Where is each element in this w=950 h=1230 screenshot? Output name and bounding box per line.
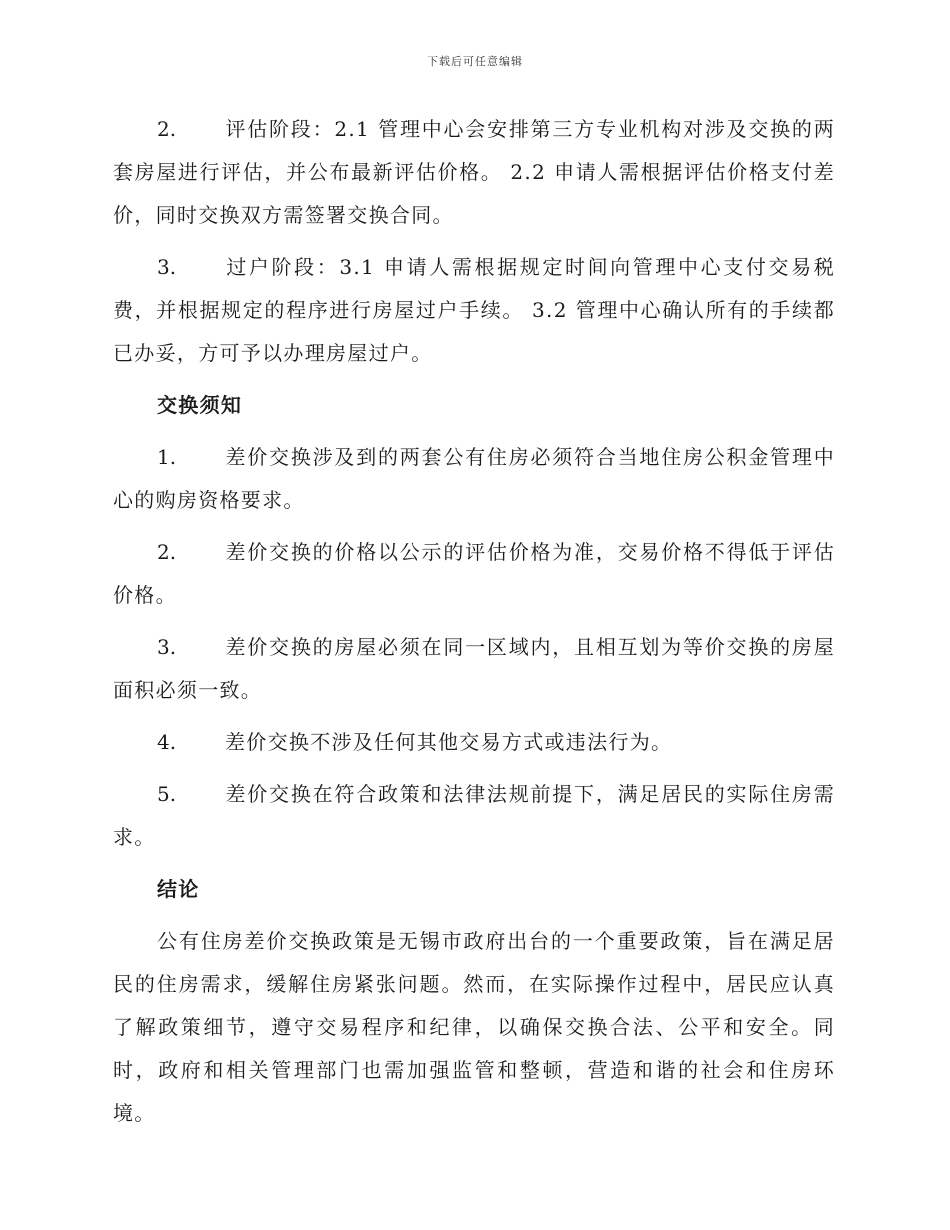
item-number: 2. <box>157 540 177 564</box>
item-number: 3. <box>157 255 177 279</box>
item-number: 3. <box>157 635 177 659</box>
item-number: 1. <box>157 445 177 469</box>
notice-item-3 <box>113 626 835 712</box>
item-text: 评估阶段：2.1 管理中心会安排第三方专业机构对涉及交换的两套房屋进行评估，并公布最新评估价格。 2.2 申请人需根据评估价格支付差价，同时交换双方需签署交换合同。 <box>113 117 835 227</box>
item-number: 5. <box>157 782 177 806</box>
item-text: 差价交换在符合政策和法律法规前提下，满足居民的实际住房需求。 <box>113 782 835 849</box>
item-number: 2. <box>157 117 177 141</box>
section-heading-notice: 交换须知 <box>157 393 243 417</box>
item-text: 过户阶段：3.1 申请人需根据规定时间向管理中心支付交易税费，并根据规定的程序进行房屋过户手续。 3.2 管理中心确认所有的手续都已办妥，方可予以办理房屋过户。 <box>113 255 835 365</box>
document-body <box>113 108 835 1144</box>
item-text: 差价交换的价格以公示的评估价格为准，交易价格不得低于评估价格。 <box>113 540 835 607</box>
item-text: 差价交换的房屋必须在同一区域内，且相互划为等价交换的房屋面积必须一致。 <box>113 635 835 702</box>
conclusion-paragraph: 公有住房差价交换政策是无锡市政府出台的一个重要政策，旨在满足居民的住房需求，缓解住房紧张问题。然而，在实际操作过程中，居民应认真了解政策细节，遵守交易程序和纪律，以确保交换合法、公平和安全。同时，政府和相关管理部门也需加强监管和整顿，营造和谐的社会和住房环境。 <box>113 929 835 1125</box>
process-item-3 <box>113 246 835 375</box>
page-header: 下载后可任意编辑 <box>427 55 523 68</box>
notice-item-4 <box>113 721 835 764</box>
item-text: 差价交换不涉及任何其他交易方式或违法行为。 <box>225 730 673 754</box>
item-text: 差价交换涉及到的两套公有住房必须符合当地住房公积金管理中心的购房资格要求。 <box>113 445 835 512</box>
item-number: 4. <box>157 730 177 754</box>
notice-item-2 <box>113 531 835 617</box>
notice-item-1 <box>113 436 835 522</box>
section-heading-conclusion: 结论 <box>157 877 200 901</box>
notice-item-5 <box>113 773 835 859</box>
process-item-2 <box>113 108 835 237</box>
